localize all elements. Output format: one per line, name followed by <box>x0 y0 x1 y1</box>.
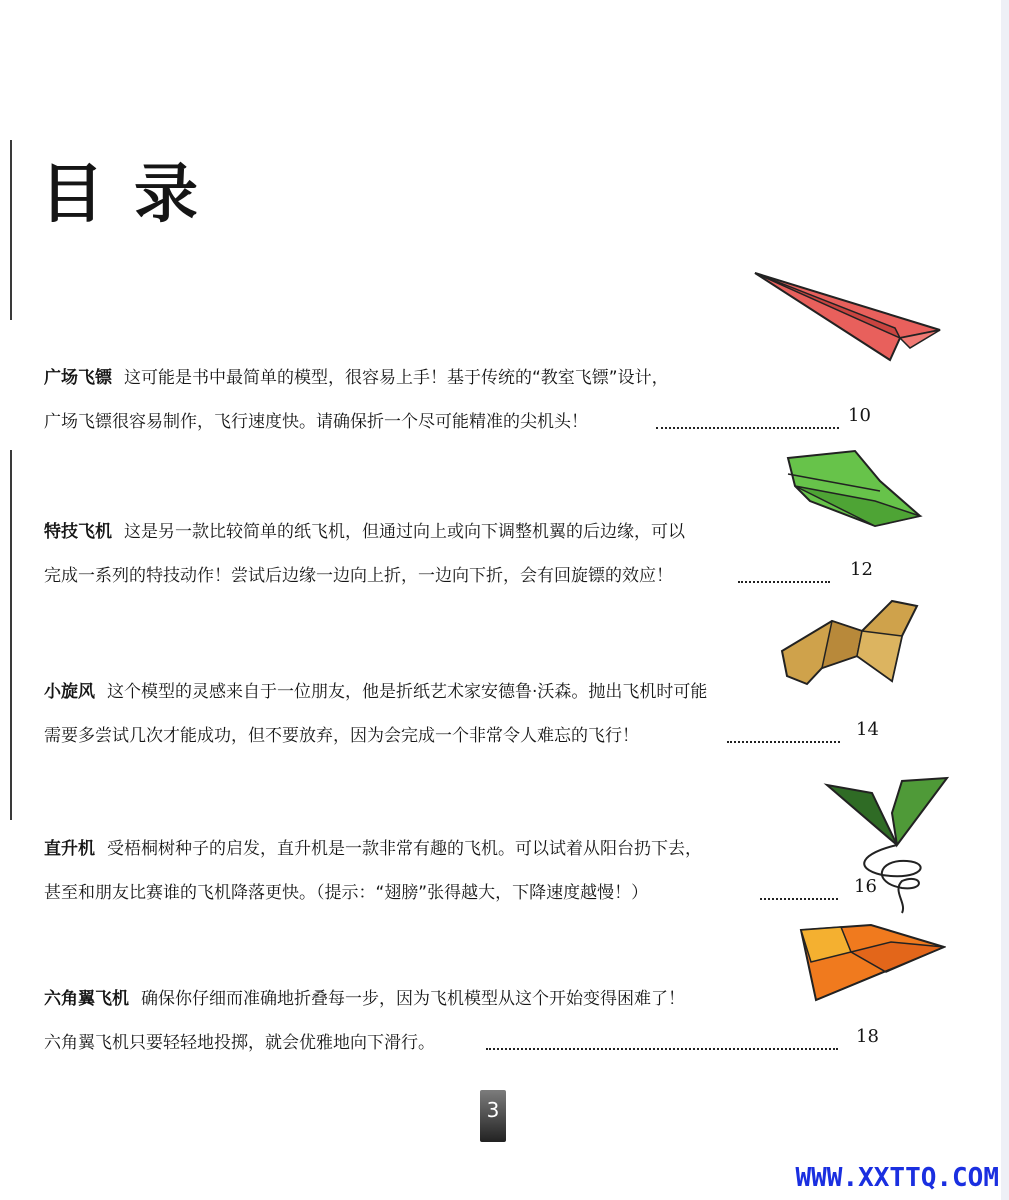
entry-page-number: 14 <box>856 719 879 740</box>
entry-description: 这是另一款比较简单的纸飞机，但通过向上或向下调整机翼的后边缘，可以 <box>124 522 685 542</box>
page-right-edge <box>1001 0 1009 1200</box>
watermark-text: WWW.XXTTQ.COM <box>795 1163 999 1193</box>
entry-description: 受梧桐树种子的启发，直升机是一款非常有趣的飞机。可以试着从阳台扔下去， <box>107 839 702 859</box>
page-edge-line <box>10 450 12 820</box>
leader-dots <box>486 1028 838 1050</box>
entry-page-number: 12 <box>850 559 873 580</box>
tan-whirlwind-plane-icon <box>777 596 922 688</box>
leader-dots <box>738 561 830 583</box>
green-stunt-plane-icon <box>780 446 930 531</box>
leader-dots <box>727 721 840 743</box>
dark-green-helicopter-icon <box>822 773 952 918</box>
entry-page-number: 10 <box>848 405 871 426</box>
entry-name: 六角翼飞机 <box>44 989 129 1009</box>
entry-name: 小旋风 <box>44 682 95 702</box>
entry-name: 特技飞机 <box>44 522 112 542</box>
entry-description: 确保你仔细而准确地折叠每一步，因为飞机模型从这个开始变得困难了！ <box>141 989 685 1009</box>
entry-description-2: 完成一系列的特技动作！尝试后边缘一边向上折，一边向下折，会有回旋镖的效应！ <box>44 566 673 586</box>
red-dart-plane-icon <box>750 268 945 368</box>
page-title: 目录 <box>40 158 228 232</box>
entry-description-2: 六角翼飞机只要轻轻地投掷，就会优雅地向下滑行。 <box>44 1033 435 1053</box>
page-edge-line <box>10 140 12 320</box>
entry-description-2: 需要多尝试几次才能成功，但不要放弃，因为会完成一个非常令人难忘的飞行！ <box>44 726 639 746</box>
entry-description: 这个模型的灵感来自于一位朋友，他是折纸艺术家安德鲁·沃森。抛出飞机时可能 <box>107 682 708 702</box>
entry-page-number: 16 <box>854 876 877 897</box>
leader-dots <box>656 407 839 429</box>
entry-description-2: 甚至和朋友比赛谁的飞机降落更快。（提示：“翅膀”张得越大，下降速度越慢！） <box>44 883 649 903</box>
entry-page-number: 18 <box>856 1026 879 1047</box>
entry-name: 广场飞镖 <box>44 368 112 388</box>
orange-hex-wing-plane-icon <box>796 922 946 1004</box>
page-number-badge: 3 <box>480 1090 506 1142</box>
entry-name: 直升机 <box>44 839 95 859</box>
entry-description: 这可能是书中最简单的模型，很容易上手！基于传统的“教室飞镖”设计， <box>124 368 669 388</box>
entry-description-2: 广场飞镖很容易制作，飞行速度快。请确保折一个尽可能精准的尖机头！ <box>44 412 588 432</box>
